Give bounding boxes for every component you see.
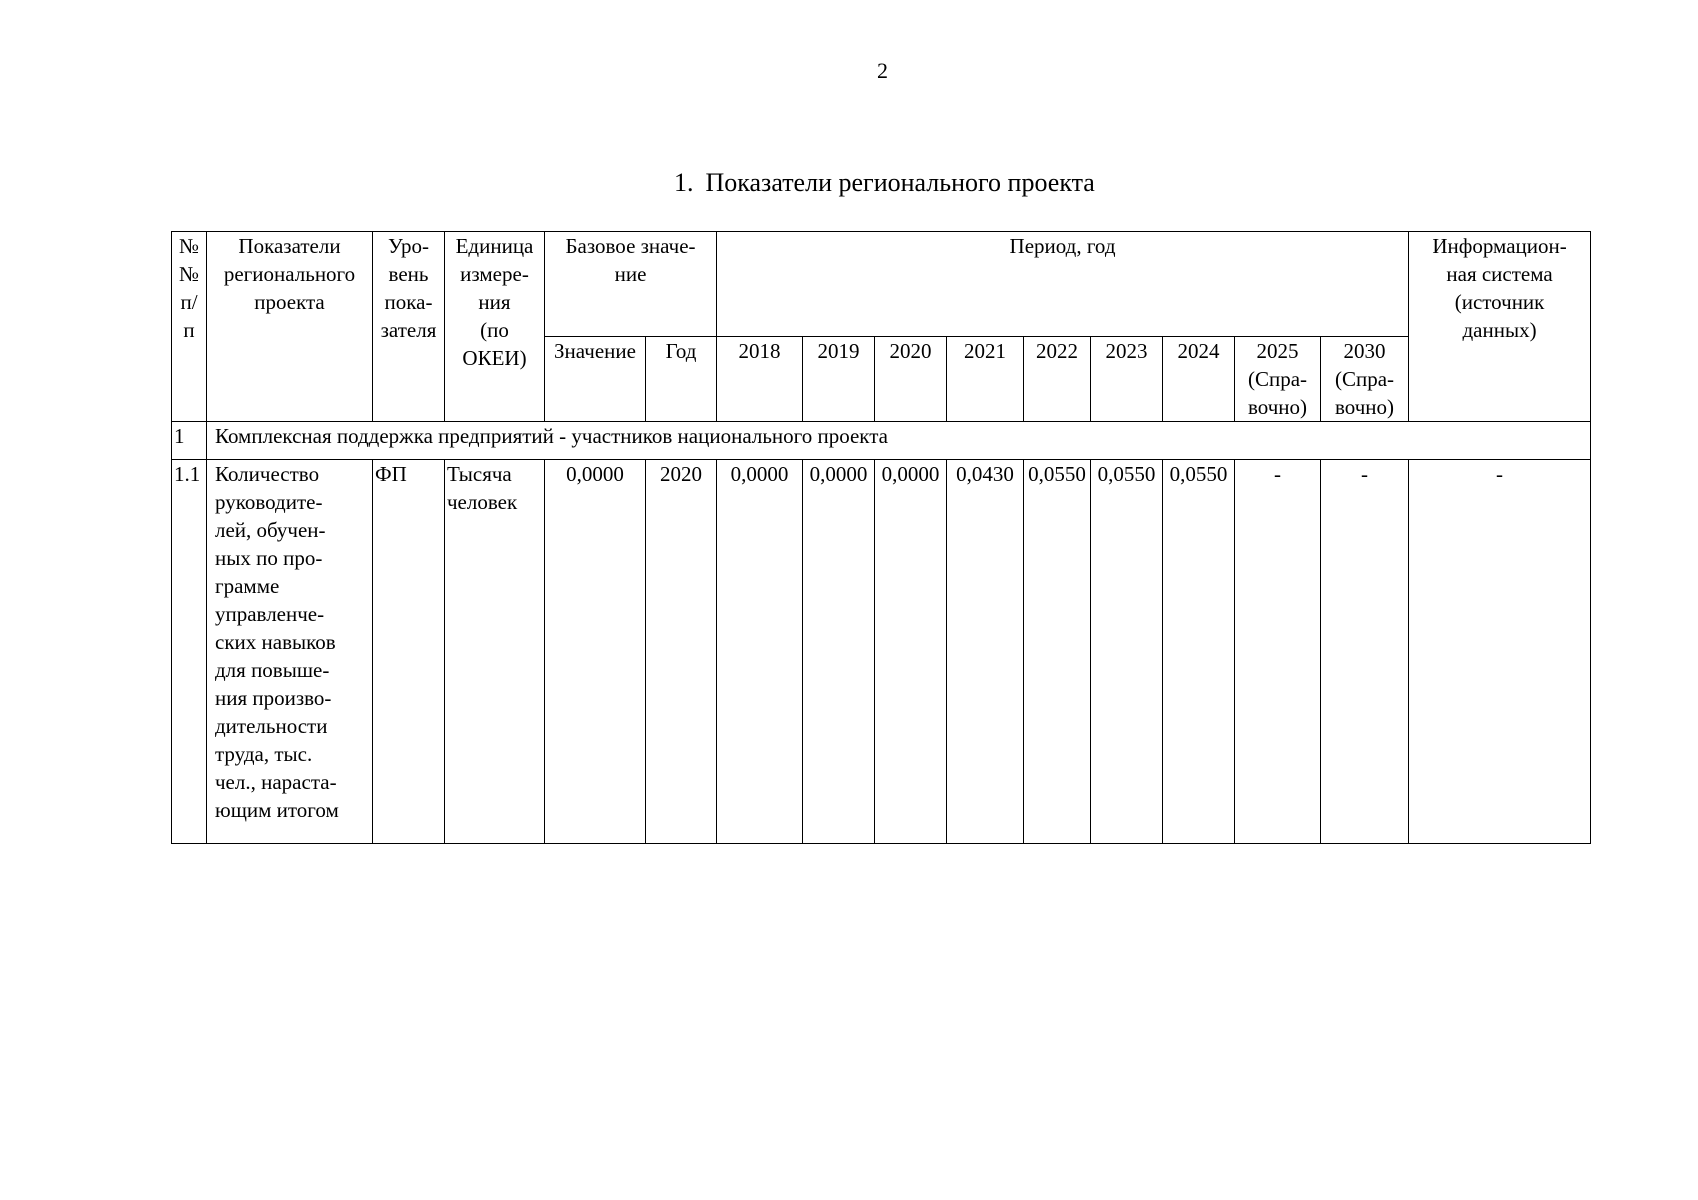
header-base: Базовое значе- ние	[545, 232, 717, 337]
header-year-2021: 2021	[947, 337, 1024, 422]
header-year-2019: 2019	[803, 337, 875, 422]
row-level: ФП	[373, 460, 445, 844]
page-number: 2	[877, 58, 888, 83]
header-source: Информацион- ная система (источник данных)	[1409, 232, 1591, 422]
header-base-value: Значение	[545, 337, 646, 422]
row-num: 1.1	[172, 460, 207, 844]
row-value-2019: 0,0000	[803, 460, 875, 844]
row-value-2018: 0,0000	[717, 460, 803, 844]
row-value-2021: 0,0430	[947, 460, 1024, 844]
header-row-1	[172, 232, 1591, 337]
row-source: -	[1409, 460, 1591, 844]
indicators-table	[171, 231, 1591, 844]
header-num: № № п/ п	[172, 232, 207, 422]
header-year-2030: 2030 (Спра- вочно)	[1321, 337, 1409, 422]
row-indicator: Количество руководите- лей, обучен- ных по про- грамме управленче- ских навыков для повыше- ния произво- дительности труда, тыс. чел., нараста- ющим итогом	[207, 460, 373, 844]
section-title-text: Показатели регионального проекта	[705, 168, 1095, 197]
row-base-value: 0,0000	[545, 460, 646, 844]
header-indicator: Показатели регионального проекта	[207, 232, 373, 422]
header-year-2018: 2018	[717, 337, 803, 422]
row-value-2020: 0,0000	[875, 460, 947, 844]
header-year-2022: 2022	[1024, 337, 1091, 422]
row-unit: Тысяча человек	[445, 460, 545, 844]
row-value-2024: 0,0550	[1163, 460, 1235, 844]
section-row-num: 1	[172, 422, 207, 460]
header-period: Период, год	[717, 232, 1409, 337]
section-title	[674, 168, 1095, 198]
table-row	[172, 460, 1591, 844]
section-row-title: Комплексная поддержка предприятий - участников национального проекта	[207, 422, 1591, 460]
header-year-2025: 2025 (Спра- вочно)	[1235, 337, 1321, 422]
header-base-year: Год	[646, 337, 717, 422]
header-year-2020: 2020	[875, 337, 947, 422]
row-value-2023: 0,0550	[1091, 460, 1163, 844]
row-value-2022: 0,0550	[1024, 460, 1091, 844]
row-value-2025: -	[1235, 460, 1321, 844]
header-unit: Единица измере- ния (по ОКЕИ)	[445, 232, 545, 422]
section-row	[172, 422, 1591, 460]
header-year-2023: 2023	[1091, 337, 1163, 422]
header-level: Уро- вень пока- зателя	[373, 232, 445, 422]
row-value-2030: -	[1321, 460, 1409, 844]
header-year-2024: 2024	[1163, 337, 1235, 422]
section-number: 1.	[674, 168, 694, 197]
row-base-year: 2020	[646, 460, 717, 844]
